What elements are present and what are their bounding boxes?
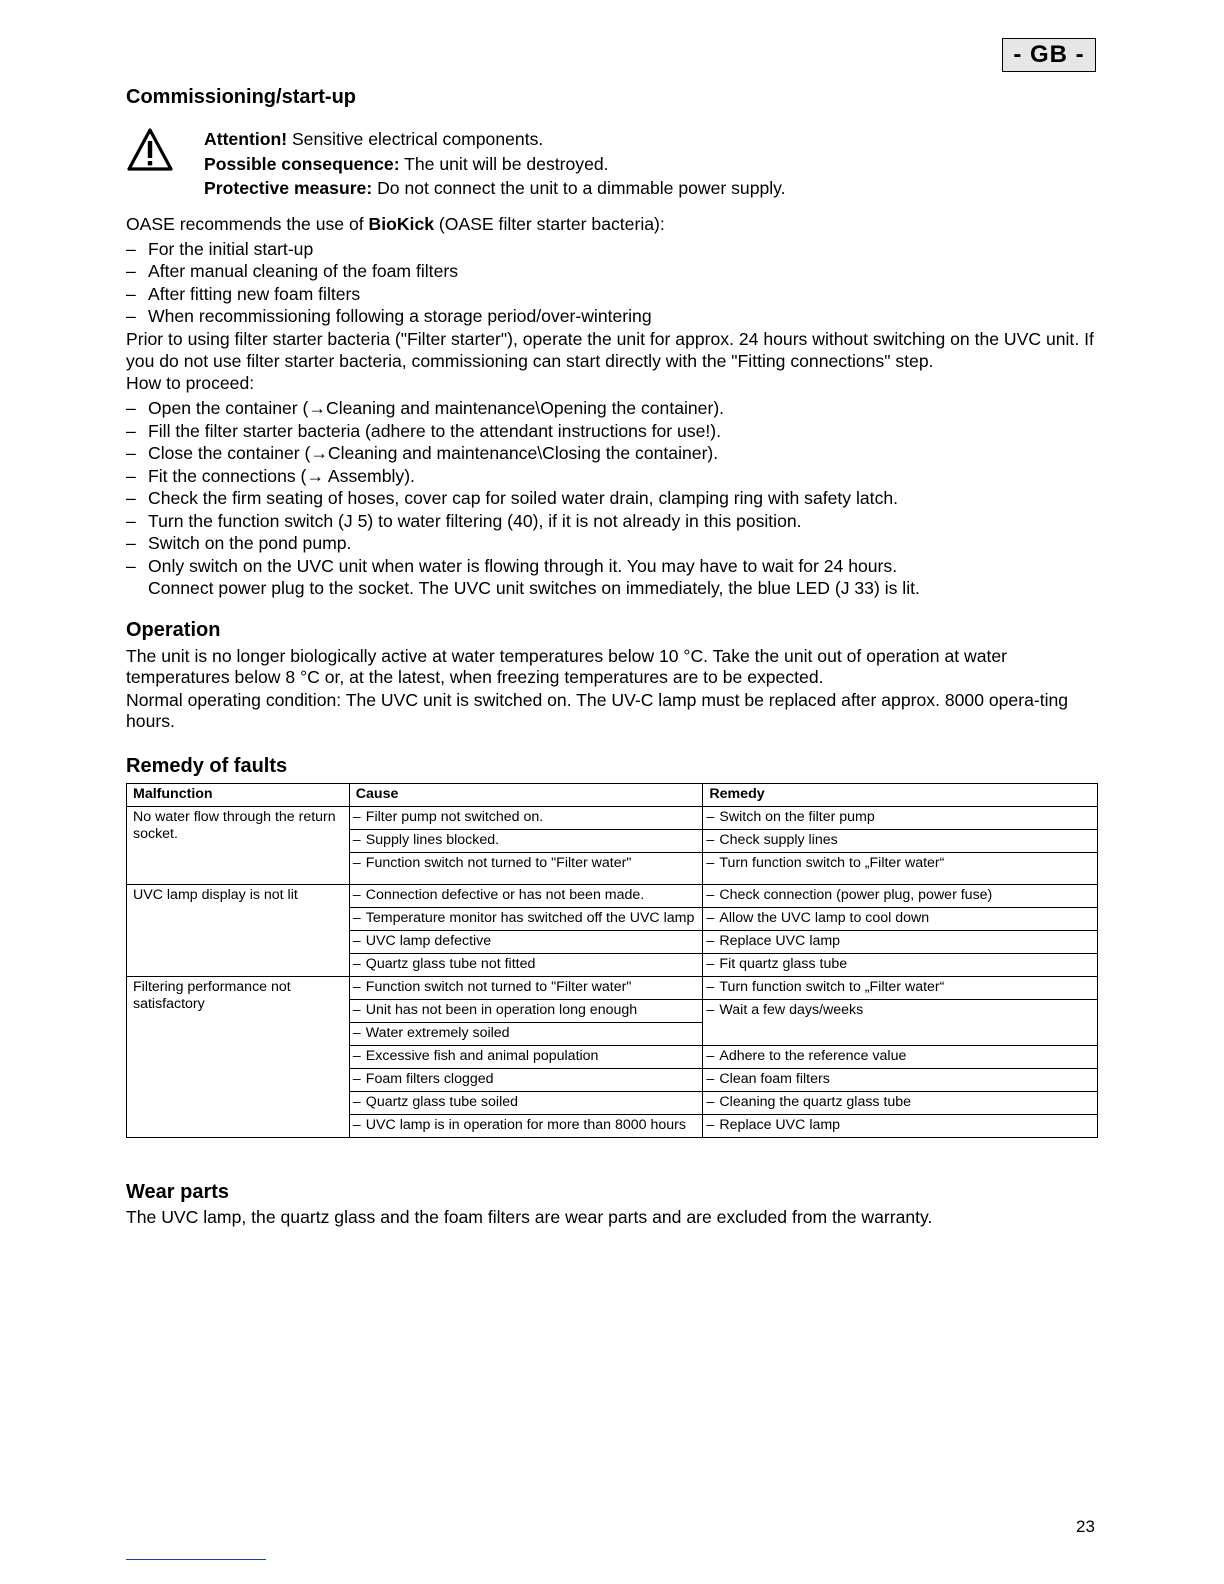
list-item: – Fill the filter starter bacteria (adhere to the attendant instructions for use!). [126,420,722,441]
remedy-cell: – Switch on the filter pump [703,807,1098,830]
cause-cell: – Supply lines blocked. [349,830,703,853]
cause-cell: – Water extremely soiled [349,1023,703,1046]
list-item: – Open the container (→Cleaning and maintenance\Opening the container). [126,398,725,418]
list-item: – After manual cleaning of the foam filters [126,261,459,281]
cause-cell: – Unit has not been in operation long enough [349,1000,703,1023]
biokick-use-list [126,238,1098,328]
remedy-cell: – Fit quartz glass tube [703,954,1098,977]
cause-cell: – UVC lamp defective [349,931,703,954]
footnote-divider [126,1559,266,1560]
language-badge: - GB - [1002,38,1096,72]
column-header-remedy: Remedy [703,784,1098,807]
remedy-cell: – Turn function switch to „Filter water“ [703,853,1098,885]
protective-measure-line: Protective measure: Do not connect the unit to a dimmable power supply. [204,178,786,198]
malfunction-cell: UVC lamp display is not lit [127,885,350,977]
cause-cell: – Function switch not turned to "Filter water" [349,853,703,885]
cause-cell: – Connection defective or has not been made. [349,885,703,908]
prior-usage-text: Prior to using filter starter bacteria ("Filter starter"), operate the unit for approx. 24 hours without switching on the UVC unit. If you do not use filter starter bacteria, commissioning can start directly with the "Fitting connections" step. [126,328,1094,371]
biokick-intro: OASE recommends the use of BioKick (OASE filter starter bacteria): [126,214,665,234]
cause-cell: – Quartz glass tube soiled [349,1092,703,1115]
table-row [127,807,1098,830]
list-item: – Close the container (→Cleaning and maintenance\Closing the container). [126,443,719,463]
faults-table [126,783,1098,1138]
remedy-cell: – Wait a few days/weeks [703,1000,1098,1046]
list-item: – Turn the function switch (J 5) to water filtering (40), if it is not already in this position. [126,510,802,531]
remedy-cell: – Check supply lines [703,830,1098,853]
column-header-malfunction: Malfunction [127,784,350,807]
list-item: – Switch on the pond pump. [126,533,352,553]
remedy-cell: – Check connection (power plug, power fuse) [703,885,1098,908]
how-to-proceed: How to proceed: [126,372,255,393]
cause-cell: – Quartz glass tube not fitted [349,954,703,977]
malfunction-cell: No water flow through the return socket. [127,807,350,885]
remedy-cell: – Clean foam filters [703,1069,1098,1092]
list-item: – Check the firm seating of hoses, cover cap for soiled water drain, clamping ring with safety latch. [126,488,899,508]
list-item: – When recommissioning following a storage period/over-wintering [126,306,652,326]
commissioning-body [126,213,1098,600]
wear-parts-heading: Wear parts [126,1181,230,1203]
malfunction-cell: Filtering performance not satisfactory [127,977,350,1138]
faults-heading: Remedy of faults [126,755,288,777]
remedy-cell: – Turn function switch to „Filter water“ [703,977,1098,1000]
cause-cell: – UVC lamp is in operation for more than 8000 hours [349,1115,703,1138]
attention-line: Attention! Sensitive electrical components. [204,129,544,149]
cause-cell: – Filter pump not switched on. [349,807,703,830]
operation-paragraph: Normal operating condition: The UVC unit is switched on. The UV-C lamp must be replaced after approx. 8000 opera-ting hours. [126,690,1069,731]
wear-parts-text: The UVC lamp, the quartz glass and the foam filters are wear parts and are excluded from the warranty. [126,1207,933,1227]
column-header-cause: Cause [349,784,703,807]
page-number: 23 [1076,1517,1095,1536]
cause-cell: – Excessive fish and animal population [349,1046,703,1069]
operation-body [126,646,1098,732]
list-item: – For the initial start-up [126,238,314,259]
remedy-cell: – Cleaning the quartz glass tube [703,1092,1098,1115]
commissioning-heading: Commissioning/start-up [126,86,357,108]
attention-notice [204,127,786,201]
operation-heading: Operation [126,619,221,641]
consequence-line: Possible consequence: The unit will be destroyed. [204,153,609,174]
cause-cell: – Foam filters clogged [349,1069,703,1092]
commissioning-steps [126,397,1098,600]
list-item: – After fitting new foam filters [126,283,361,304]
remedy-cell: – Adhere to the reference value [703,1046,1098,1069]
cause-cell: – Function switch not turned to "Filter water" [349,977,703,1000]
list-item: – Fit the connections (→ Assembly). [126,465,415,486]
table-row [127,977,1098,1000]
remedy-cell: – Replace UVC lamp [703,931,1098,954]
cause-cell: – Temperature monitor has switched off the UVC lamp [349,908,703,931]
operation-paragraph: The unit is no longer biologically active at water temperatures below 10 °C. Take the unit out of operation at water temperatures below 8 °C or, at the latest, when freezing temperatures are to be expected. [126,646,1008,687]
list-item: – Only switch on the UVC unit when water is flowing through it. You may have to wait for 24 hours. Connect power plug to the socket. The UVC unit switches on immediately, the blue LED (J 33) is lit. [126,555,920,598]
table-row [127,885,1098,908]
table-header-row [127,784,1098,807]
remedy-cell: – Allow the UVC lamp to cool down [703,908,1098,931]
warning-triangle-icon [126,127,174,173]
remedy-cell: – Replace UVC lamp [703,1115,1098,1138]
